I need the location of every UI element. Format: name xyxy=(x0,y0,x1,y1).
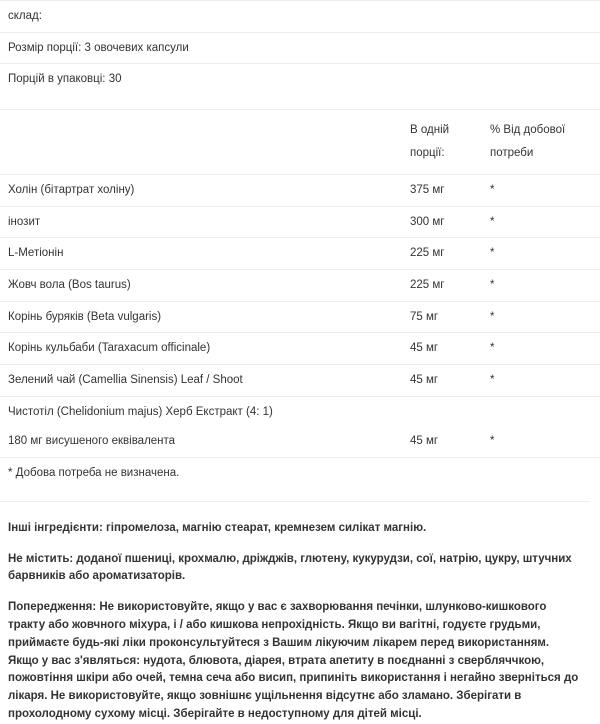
ingredient-daily-value xyxy=(480,396,600,427)
ingredient-amount: 75 мг xyxy=(410,310,439,323)
notes-section xyxy=(0,501,590,724)
ingredient-name: інозит xyxy=(8,215,41,228)
ingredient-daily-value: * xyxy=(490,184,495,197)
serving-info-row-composition xyxy=(0,1,600,33)
ingredient-daily-value: * xyxy=(490,342,495,355)
free-from-note: Не містить: доданої пшениці, крохмалю, дріжджів, глютену, кукурудзи, сої, натрію, цукру, штучних барвників або ароматизаторів. xyxy=(8,552,572,583)
composition-dv-empty xyxy=(480,1,600,33)
ingredient-amount: 45 мг xyxy=(410,374,439,387)
header-dv-line-2: потреби xyxy=(490,147,534,160)
header-dv-line-1: % Від добової xyxy=(490,124,566,137)
ingredient-amount xyxy=(400,396,480,427)
serving-info-row-serving-size xyxy=(0,32,600,64)
ingredient-name: L-Метіонін xyxy=(8,247,64,260)
table-spacer-row xyxy=(0,95,600,110)
ingredient-amount: 300 мг xyxy=(410,215,445,228)
ingredient-daily-value: * xyxy=(490,279,495,292)
ingredient-name: Зелений чай (Camellia Sinensis) Leaf / Shoot xyxy=(8,374,243,387)
servings-per-container-amount-empty xyxy=(400,64,480,95)
header-percent-daily-value xyxy=(480,110,600,175)
warning-note: Попередження: Не використовуйте, якщо у вас є захворювання печінки, шлунково-кишкового тракту або жовчного міхура, і / або кишкова непрохідність. Якщо ви вагітні, годуєте грудьми, приймаєте будь-які ліки проконсультуйтеся з Вашим лікуючим лікарем перед використанням. Якщо у вас з'являться: нудота, блювота, діарея, втрата апетиту в поєднанні з свербляччкою, пожовтіння шкіри або очей, темна сеча або висип, припиніть використання і негайно зверніться до лікаря. Не використовуйте, якщо зовнішнє ущільнення відсутнє або зламано. Зберігати в прохолодному сухому місці. Зберігайте в недоступному для дітей місці. xyxy=(8,601,579,721)
ingredient-amount: 225 мг xyxy=(410,247,445,260)
ingredient-daily-value: * xyxy=(490,247,495,260)
ingredient-amount: 45 мг xyxy=(410,342,439,355)
table-row xyxy=(0,238,600,270)
composition-amount-empty xyxy=(400,1,480,33)
ingredient-daily-value: * xyxy=(490,310,495,323)
table-row xyxy=(0,333,600,365)
serving-size-label: Розмір порції: 3 овочевих капсули xyxy=(8,41,189,54)
header-amount-per-serving xyxy=(400,110,480,175)
table-row xyxy=(0,396,600,427)
ingredient-amount: 225 мг xyxy=(410,279,445,292)
header-amount-line-2: порції: xyxy=(410,147,445,160)
other-ingredients-note: Інші інгредієнти: гіпромелоза, магнію стеарат, кремнезем силікат магнію. xyxy=(8,521,427,534)
table-header-row xyxy=(0,110,600,175)
ingredient-name: Жовч вола (Bos taurus) xyxy=(8,279,131,292)
table-row xyxy=(0,270,600,302)
composition-label: склад: xyxy=(8,10,42,22)
table-row-equivalent xyxy=(0,427,600,457)
spacer-cell-name xyxy=(0,95,400,110)
servings-per-container-label: Порцій в упаковці: 30 xyxy=(8,73,122,86)
footnote-amount-empty xyxy=(400,458,480,489)
table-footnote-row xyxy=(0,458,600,489)
table-row xyxy=(0,206,600,238)
spacer-cell-dv xyxy=(480,95,600,110)
header-nutrient-column xyxy=(0,110,400,175)
equivalent-daily-value: * xyxy=(490,435,495,448)
servings-per-container-dv-empty xyxy=(480,64,600,95)
equivalent-amount: 45 мг xyxy=(410,435,439,448)
ingredient-name: Корінь буряків (Beta vulgaris) xyxy=(8,310,162,323)
footnote-dv-empty xyxy=(480,458,600,489)
ingredient-name: Корінь кульбаби (Taraxacum officinale) xyxy=(8,342,211,355)
serving-info-row-servings-per-container xyxy=(0,64,600,95)
daily-value-footnote: * Добова потреба не визначена. xyxy=(8,467,180,480)
ingredient-name: Холін (бітартрат холіну) xyxy=(8,184,135,197)
serving-size-dv-empty xyxy=(480,32,600,64)
table-row xyxy=(0,301,600,333)
ingredient-amount: 375 мг xyxy=(410,184,445,197)
ingredient-daily-value: * xyxy=(490,374,495,387)
ingredient-name: Чистотіл (Chelidonium majus) Херб Екстракт (4: 1) xyxy=(8,405,273,418)
spacer-cell-amount xyxy=(400,95,480,110)
equivalent-name: 180 мг висушеного еквівалента xyxy=(8,435,176,448)
serving-size-amount-empty xyxy=(400,32,480,64)
header-amount-line-1: В одній xyxy=(410,124,450,137)
table-row xyxy=(0,365,600,397)
ingredient-daily-value: * xyxy=(490,215,495,228)
table-row xyxy=(0,175,600,207)
